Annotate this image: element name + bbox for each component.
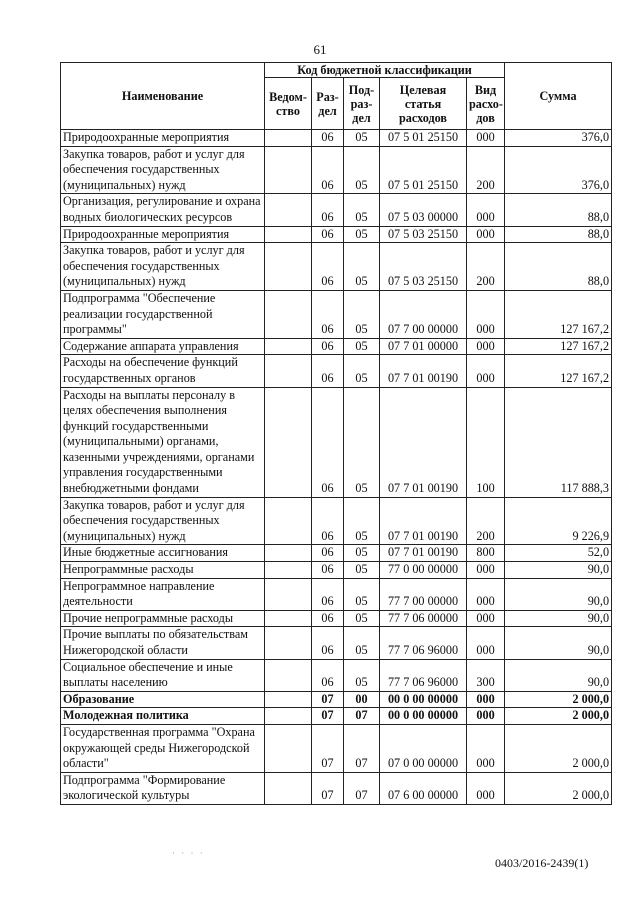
table-row [61,194,612,226]
table-row [61,146,612,194]
cell-ved [265,497,312,545]
cell-vid: 200 [467,243,505,291]
cell-podr: 05 [344,497,380,545]
cell-sum: 9 226,9 [505,497,612,545]
table-row [61,659,612,691]
cell-podr: 07 [344,708,380,725]
cell-sum: 90,0 [505,627,612,659]
table-row [61,772,612,804]
cell-vid: 000 [467,338,505,355]
cell-podr: 05 [344,545,380,562]
cell-razd: 06 [312,338,344,355]
cell-sum: 127 167,2 [505,290,612,338]
cell-podr: 05 [344,562,380,579]
cell-ved [265,194,312,226]
cell-name: Закупка товаров, работ и услуг для обеспечения государственных (муниципальных) нужд [61,497,265,545]
cell-ved [265,578,312,610]
cell-name: Образование [61,691,265,708]
cell-vid: 000 [467,194,505,226]
cell-target: 07 7 01 00190 [380,497,467,545]
cell-vid: 000 [467,691,505,708]
table-row [61,130,612,147]
cell-podr: 05 [344,290,380,338]
cell-ved [265,724,312,772]
cell-razd: 06 [312,562,344,579]
table-row [61,724,612,772]
cell-name: Прочие выплаты по обязательствам Нижегородской области [61,627,265,659]
cell-vid: 200 [467,146,505,194]
cell-podr: 05 [344,659,380,691]
cell-sum: 52,0 [505,545,612,562]
table-row [61,578,612,610]
cell-ved [265,610,312,627]
cell-target: 07 5 03 00000 [380,194,467,226]
cell-ved [265,243,312,291]
cell-podr: 05 [344,610,380,627]
cell-vid: 000 [467,562,505,579]
header-vid: Вид расхо-дов [467,78,505,130]
cell-target: 77 7 06 96000 [380,659,467,691]
cell-razd: 06 [312,578,344,610]
cell-razd: 07 [312,724,344,772]
cell-name: Природоохранные мероприятия [61,130,265,147]
cell-vid: 000 [467,627,505,659]
cell-vid: 000 [467,610,505,627]
cell-sum: 376,0 [505,130,612,147]
cell-sum: 376,0 [505,146,612,194]
table-row [61,708,612,725]
document-code: 0403/2016-2439(1) [495,856,589,870]
header-name: Наименование [61,63,265,130]
cell-sum: 88,0 [505,226,612,243]
cell-name: Государственная программа "Охрана окружающей среды Нижегородской области" [61,724,265,772]
table-row [61,562,612,579]
cell-vid: 000 [467,724,505,772]
cell-podr: 05 [344,338,380,355]
cell-podr: 05 [344,226,380,243]
table-row [61,338,612,355]
cell-name: Непрограммное направление деятельности [61,578,265,610]
cell-razd: 06 [312,497,344,545]
cell-ved [265,290,312,338]
cell-vid: 200 [467,497,505,545]
header-code-group: Код бюджетной классификации [265,63,505,78]
cell-razd: 06 [312,243,344,291]
cell-target: 77 7 06 96000 [380,627,467,659]
table-row [61,290,612,338]
cell-target: 00 0 00 00000 [380,708,467,725]
cell-razd: 06 [312,146,344,194]
cell-vid: 000 [467,290,505,338]
cell-ved [265,130,312,147]
cell-vid: 300 [467,659,505,691]
cell-podr: 07 [344,772,380,804]
cell-name: Иные бюджетные ассигнования [61,545,265,562]
page-number: 61 [313,42,327,57]
cell-podr: 05 [344,194,380,226]
cell-ved [265,355,312,387]
cell-name: Природоохранные мероприятия [61,226,265,243]
cell-vid: 000 [467,130,505,147]
cell-target: 77 7 06 00000 [380,610,467,627]
cell-sum: 90,0 [505,562,612,579]
cell-podr: 05 [344,627,380,659]
table-row [61,243,612,291]
cell-ved [265,226,312,243]
cell-ved [265,146,312,194]
cell-ved [265,691,312,708]
cell-target: 07 5 03 25150 [380,226,467,243]
cell-name: Закупка товаров, работ и услуг для обеспечения государственных (муниципальных) нужд [61,146,265,194]
table-body [61,130,612,805]
cell-ved [265,627,312,659]
header-target: Целевая статья расходов [380,78,467,130]
cell-sum: 90,0 [505,578,612,610]
cell-target: 07 7 01 00000 [380,338,467,355]
cell-razd: 07 [312,708,344,725]
cell-target: 07 7 01 00190 [380,545,467,562]
cell-podr: 05 [344,387,380,497]
cell-razd: 06 [312,130,344,147]
cell-target: 00 0 00 00000 [380,691,467,708]
table-row [61,610,612,627]
cell-vid: 000 [467,708,505,725]
cell-podr: 05 [344,243,380,291]
cell-ved [265,545,312,562]
cell-target: 07 7 01 00190 [380,387,467,497]
cell-name: Непрограммные расходы [61,562,265,579]
cell-ved [265,562,312,579]
cell-target: 77 0 00 00000 [380,562,467,579]
cell-target: 07 7 00 00000 [380,290,467,338]
table-row [61,226,612,243]
cell-name: Подпрограмма "Формирование экологической культуры [61,772,265,804]
cell-target: 07 6 00 00000 [380,772,467,804]
cell-podr: 05 [344,578,380,610]
cell-razd: 06 [312,194,344,226]
cell-sum: 2 000,0 [505,724,612,772]
cell-target: 07 0 00 00000 [380,724,467,772]
header-podrazdel: Под-раз-дел [344,78,380,130]
cell-sum: 127 167,2 [505,338,612,355]
cell-vid: 800 [467,545,505,562]
table-row [61,387,612,497]
cell-name: Молодежная политика [61,708,265,725]
cell-sum: 2 000,0 [505,772,612,804]
table-row [61,355,612,387]
cell-podr: 07 [344,724,380,772]
cell-podr: 05 [344,146,380,194]
cell-target: 07 7 01 00190 [380,355,467,387]
cell-name: Организация, регулирование и охрана водных биологических ресурсов [61,194,265,226]
cell-ved [265,708,312,725]
table-row [61,545,612,562]
cell-razd: 06 [312,659,344,691]
cell-razd: 06 [312,545,344,562]
cell-target: 07 5 03 25150 [380,243,467,291]
cell-razd: 06 [312,627,344,659]
cell-name: Подпрограмма "Обеспечение реализации государственной программы" [61,290,265,338]
cell-vid: 000 [467,578,505,610]
cell-name: Социальное обеспечение и иные выплаты населению [61,659,265,691]
cell-name: Содержание аппарата управления [61,338,265,355]
header-razdel: Раз-дел [312,78,344,130]
cell-target: 07 5 01 25150 [380,130,467,147]
cell-podr: 00 [344,691,380,708]
scan-noise: · · · · [172,848,205,858]
cell-razd: 07 [312,691,344,708]
cell-sum: 117 888,3 [505,387,612,497]
cell-sum: 90,0 [505,610,612,627]
cell-ved [265,387,312,497]
cell-sum: 88,0 [505,243,612,291]
budget-table [60,62,612,805]
cell-podr: 05 [344,355,380,387]
cell-sum: 127 167,2 [505,355,612,387]
cell-name: Прочие непрограммные расходы [61,610,265,627]
cell-sum: 2 000,0 [505,691,612,708]
cell-razd: 06 [312,290,344,338]
cell-sum: 90,0 [505,659,612,691]
table-row [61,691,612,708]
cell-sum: 2 000,0 [505,708,612,725]
cell-name: Закупка товаров, работ и услуг для обеспечения государственных (муниципальных) нужд [61,243,265,291]
cell-name: Расходы на обеспечение функций государственных органов [61,355,265,387]
cell-vid: 100 [467,387,505,497]
table-row [61,497,612,545]
cell-vid: 000 [467,355,505,387]
cell-podr: 05 [344,130,380,147]
cell-razd: 07 [312,772,344,804]
cell-ved [265,338,312,355]
cell-vid: 000 [467,772,505,804]
table-row [61,627,612,659]
cell-vid: 000 [467,226,505,243]
cell-sum: 88,0 [505,194,612,226]
cell-razd: 06 [312,226,344,243]
header-vedomstvo: Ведом-ство [265,78,312,130]
cell-ved [265,659,312,691]
cell-razd: 06 [312,387,344,497]
cell-ved [265,772,312,804]
cell-name: Расходы на выплаты персоналу в целях обеспечения выполнения функций государственными (муниципальными) органами, казенными учреждениями, органами управления государственными внебюджетными фондами [61,387,265,497]
cell-razd: 06 [312,610,344,627]
header-sum: Сумма [505,63,612,130]
cell-razd: 06 [312,355,344,387]
cell-target: 07 5 01 25150 [380,146,467,194]
cell-target: 77 7 00 00000 [380,578,467,610]
